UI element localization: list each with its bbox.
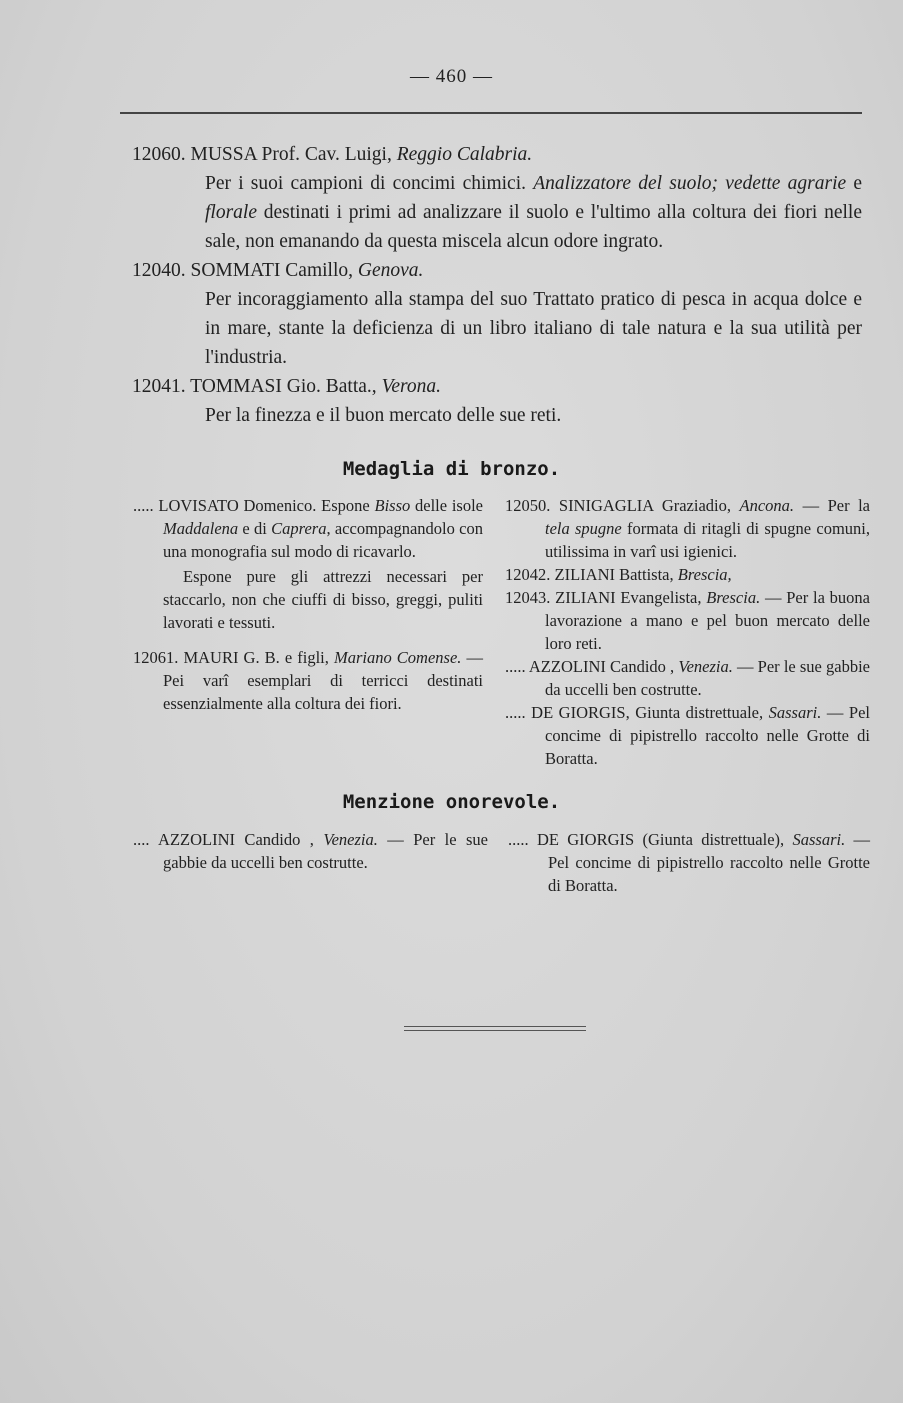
entry-name: MAURI G. B. e figli, [183,648,329,667]
desc-text: e di [238,519,272,538]
entry-de-giorgis-mention [508,828,870,897]
entry-dots: ..... [508,830,529,849]
entry-place: Mariano Comense. [333,648,462,667]
entry-description: Per la finezza e il buon mercato delle sue reti. [205,405,562,426]
entry-azzolini [505,655,870,701]
desc-text: destinati i primi ad analizzare il suolo e l'ultimo alla coltura dei fiori nelle sale, non emanando da questa miscela alcun odore ingrato. [205,202,862,252]
entry-mauri [133,646,483,715]
entry-number: 12042. [505,565,551,584]
desc-italic: Maddalena [163,519,239,538]
entry-description: — Per la buona lavorazione a mano e pel buon mercato delle loro reti. [545,588,871,653]
entry-dots: ..... [505,657,526,676]
desc-text: — Per la [794,496,870,515]
entry-place: Verona. [381,376,441,397]
entry-place: Venezia. [678,657,733,676]
entry-name: DE GIORGIS, Giunta distrettuale, [531,703,764,722]
entry-ziliani-battista [505,563,870,586]
entry-dots: ..... [505,703,526,722]
entry-description: — Pel concime di pipistrello raccolto nelle Grotte di Boratta. [545,703,871,768]
entry-12041 [132,372,862,430]
entry-name: SOMMATI Camillo, [190,260,354,281]
entry-description [205,169,862,256]
page-number: — 460 — [410,66,493,87]
entry-description: — Pei varî esemplari di terricci destinati essenzialmente alla coltura dei fiori. [163,648,483,713]
entry-description: — Per le sue gabbie da uccelli ben costrutte. [545,657,870,699]
entry-place: Genova. [357,260,424,281]
entry-place: Brescia. [706,588,761,607]
entry-name: LOVISATO Domenico. [158,496,317,515]
header-rule [120,112,862,114]
desc-text: , accompagnandolo con una monografia sul modo di ricavarlo. [163,519,483,561]
entry-heading [132,256,862,285]
entry-description: Per incoraggiamento alla stampa del suo Trattato pratico di pesca in acqua dolce e in mare, stante la deficienza di un libro italiano di tale natura e la sua utilità per l'industria. [205,289,862,368]
entry-number: 12050. [505,496,551,515]
entry-number: 12043. [505,588,551,607]
entry-heading [132,372,862,401]
desc-italic: tela spugne [545,519,622,538]
closing-double-rule [404,1026,586,1031]
entry-place: Venezia. [323,830,378,849]
entry-name: MUSSA Prof. Cav. Luigi, [190,144,392,165]
entry-ziliani-evangelista [505,586,870,655]
entry-place: Ancona. [739,496,795,515]
entry-place: Brescia, [677,565,732,584]
bronze-left-column [133,494,483,715]
honorable-right-column [508,828,870,897]
entry-name: TOMMASI Gio. Batta., [190,376,377,397]
desc-text: formata di ritagli di spugne comuni, utilissima in varî usi igienici. [545,519,870,561]
entry-number: 12041. [132,376,186,397]
section-title-honorable-mention: Menzione onorevole. [342,791,561,813]
desc-text: e [846,173,863,194]
honorable-left-column [133,828,488,874]
entry-place: Reggio Calabria. [396,144,533,165]
entry-number: 12060. [132,144,186,165]
entry-lovisato [133,494,483,563]
entry-lovisato-para2: Espone pure gli attrezzi necessari per staccarlo, non che ciuffi di bisso, greggi, puliti lavorati e tessuti. [163,567,483,632]
entry-heading [132,140,862,169]
entry-de-giorgis [505,701,870,770]
bronze-right-column [505,494,870,770]
entry-name: SINIGAGLIA Graziadio, [558,496,731,515]
entry-sinigaglia [505,494,870,563]
entry-number: 12040. [132,260,186,281]
entry-place: Sassari. [768,703,822,722]
desc-text: Espone [316,496,375,515]
entry-description: — Pel concime di pipistrello raccolto nelle Grotte di Boratta. [548,830,871,895]
entry-name: AZZOLINI Candido , [528,657,675,676]
entry-name: DE GIORGIS (Giunta distrettuale), [536,830,785,849]
entry-place: Sassari. [792,830,846,849]
entry-12060 [132,140,862,256]
entry-dots: .... [133,830,150,849]
entry-name: ZILIANI Battista, [554,565,674,584]
entry-name: AZZOLINI Candido , [158,830,314,849]
section-title-bronze-medal: Medaglia di bronzo. [342,458,561,480]
desc-italic: Caprera [271,519,327,538]
desc-text: delle isole [410,496,483,515]
desc-text: Per i suoi campioni di concimi chimici. [205,173,534,194]
desc-italic: Bisso [374,496,411,515]
entry-azzolini-mention [133,828,488,874]
entry-description: — Per le sue gabbie da uccelli ben costrutte. [163,830,488,872]
desc-italic: Analizzatore del suolo; vedette agrarie [533,173,847,194]
desc-italic: florale [205,202,257,223]
entry-12040 [132,256,862,372]
entry-dots: ..... [133,496,154,515]
entry-number: 12061. [133,648,179,667]
entry-name: ZILIANI Evangelista, [555,588,702,607]
